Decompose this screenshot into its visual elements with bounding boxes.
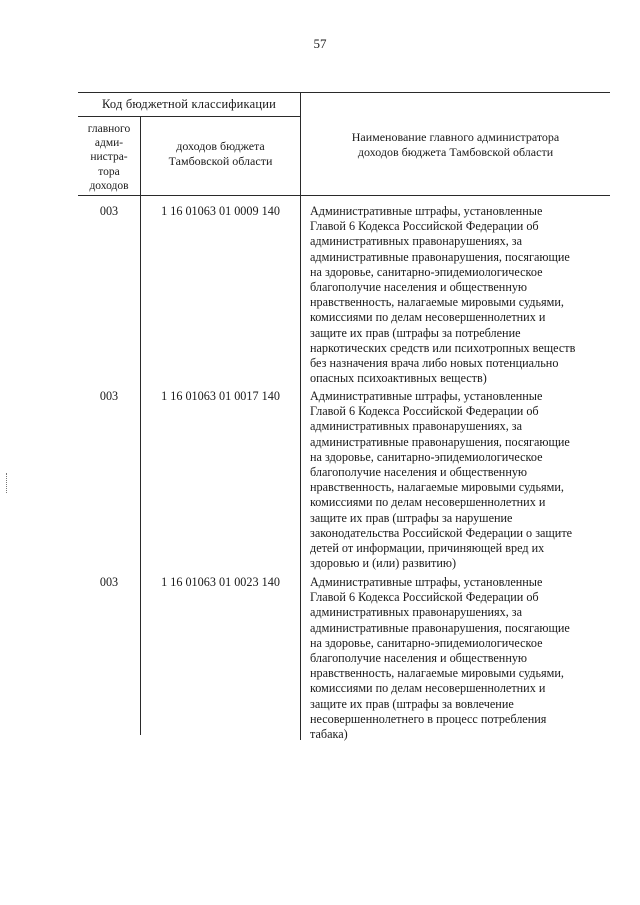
budget-classification-table — [78, 92, 610, 742]
description-line: табака) — [310, 727, 348, 742]
description-line: административные правонарушения, посягающие — [310, 620, 570, 635]
description-line: защите их прав (штрафы за потребление — [310, 325, 521, 340]
table-row-description — [310, 575, 610, 742]
header-col-name-line: доходов бюджета Тамбовской области — [357, 145, 554, 159]
header-col-admin-line: доходов — [89, 179, 129, 192]
column-divider-income-body — [300, 195, 301, 740]
description-line: без назначения врача либо новых потенциально — [310, 356, 559, 371]
table-row-description — [310, 204, 610, 386]
header-bottom-border — [78, 195, 610, 196]
header-col-name — [301, 130, 610, 160]
table-row-description — [310, 389, 610, 571]
description-line: благополучие населения и общественную — [310, 465, 528, 480]
description-line: Главой 6 Кодекса Российской Федерации об — [310, 590, 539, 605]
description-line: детей от информации, причиняющей вред их — [310, 541, 545, 556]
table-row-income-code: 1 16 01063 01 0009 140 — [161, 204, 280, 218]
description-line: административных правонарушениях, за — [310, 234, 523, 249]
header-col-admin-line: тора — [98, 165, 120, 178]
table-row-admin-code: 003 — [99, 204, 119, 218]
description-line: Административные штрафы, установленные — [310, 575, 543, 589]
description-line: на здоровье, санитарно-эпидемиологическое — [310, 635, 543, 650]
header-col-income-line: Тамбовской области — [168, 154, 273, 168]
header-group-title: Код бюджетной классификации — [101, 97, 277, 111]
header-group-divider — [78, 116, 300, 117]
table-row-income-code: 1 16 01063 01 0017 140 — [161, 389, 280, 403]
description-line: благополучие населения и общественную — [310, 651, 528, 666]
description-line: благополучие населения и общественную — [310, 280, 528, 295]
page-number: 57 — [313, 36, 327, 51]
description-line: законодательства Российской Федерации о защите — [310, 525, 573, 540]
description-line: нравственность, налагаемые мировыми судьями, — [310, 666, 564, 681]
table-top-border — [78, 92, 610, 93]
column-divider-admin-body — [140, 195, 141, 735]
scan-edge-mark — [6, 473, 8, 493]
description-line: комиссиями по делам несовершеннолетних и — [310, 495, 546, 510]
header-col-name-line: Наименование главного администратора — [351, 130, 560, 144]
header-col-income-line: доходов бюджета — [176, 139, 265, 153]
header-col-admin-line: нистра- — [90, 151, 128, 164]
table-row-admin-code: 003 — [99, 389, 119, 403]
description-line: опасных психоактивных веществ) — [310, 371, 487, 386]
header-col-admin — [78, 122, 140, 193]
description-line: административные правонарушения, посягающие — [310, 434, 570, 449]
description-line: Главой 6 Кодекса Российской Федерации об — [310, 219, 539, 234]
description-line: административных правонарушениях, за — [310, 419, 523, 434]
description-line: комиссиями по делам несовершеннолетних и — [310, 310, 546, 325]
header-col-admin-line: главного — [87, 123, 131, 135]
description-line: на здоровье, санитарно-эпидемиологическое — [310, 264, 543, 279]
description-line: Административные штрафы, установленные — [310, 204, 543, 218]
description-line: наркотических средств или психотропных веществ — [310, 340, 576, 355]
description-line: комиссиями по делам несовершеннолетних и — [310, 681, 546, 696]
description-line: несовершеннолетнего в процесс потребления — [310, 711, 547, 726]
description-line: защите их прав (штрафы за вовлечение — [310, 696, 514, 711]
header-col-admin-line: адми- — [94, 137, 124, 150]
description-line: защите их прав (штрафы за нарушение — [310, 510, 513, 525]
description-line: нравственность, налагаемые мировыми судьями, — [310, 295, 564, 310]
description-line: Главой 6 Кодекса Российской Федерации об — [310, 404, 539, 419]
description-line: на здоровье, санитарно-эпидемиологическое — [310, 449, 543, 464]
header-col-income — [141, 139, 300, 169]
table-row-income-code: 1 16 01063 01 0023 140 — [161, 575, 280, 589]
description-line: административных правонарушениях, за — [310, 605, 523, 620]
description-line: здоровью и (или) развитию) — [310, 556, 457, 571]
description-line: нравственность, налагаемые мировыми судьями, — [310, 480, 564, 495]
description-line: административные правонарушения, посягающие — [310, 249, 570, 264]
table-row-admin-code: 003 — [99, 575, 119, 589]
description-line: Административные штрафы, установленные — [310, 389, 543, 403]
